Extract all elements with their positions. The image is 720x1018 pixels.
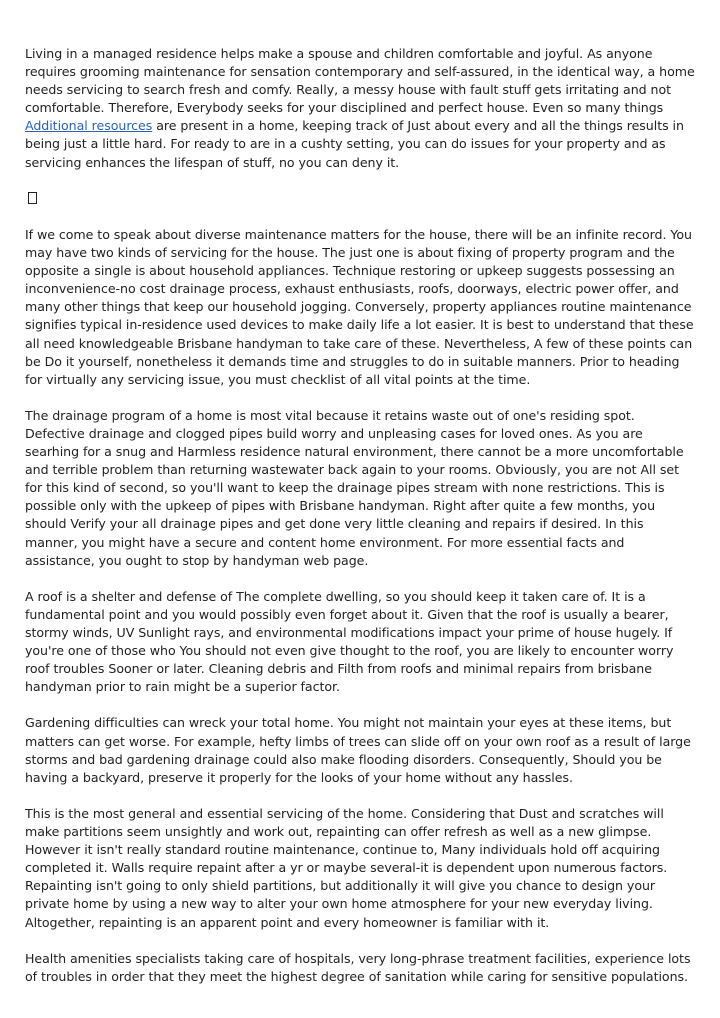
paragraph-repainting: This is the most general and essential servicing of the home. Considering that Dust and scratches will make partitions seem unsightly and work out, repainting can offer refresh as well as a new glimpse. However it isn't really standard routine maintenance, continue to, Many individuals hold off acquiring completed it. Walls require repaint after a yr or maybe several-it is dependent upon numerous factors. Repainting isn't going to only shield partitions, but additionally it will give you chance to design your private home by using a new way to alter your own home atmosphere for your new everyday living. Altogether, repainting is an apparent point and every homeowner is familiar with it. — [25, 805, 668, 930]
missing-glyph-icon — [28, 192, 37, 204]
article-body — [25, 45, 697, 1004]
additional-resources-link[interactable]: Additional resources — [25, 118, 153, 134]
paragraph-gardening: Gardening difficulties can wreck your total home. You might not maintain your eyes at these items, but matters can get worse. For example, hefty limbs of trees can slide off on your own roof as a result of large storms and bad gardening drainage could also make flooding disorders. Consequently, Should you be having a backyard, preserve it properly for the looks of your home without any hassles. — [25, 715, 691, 785]
paragraph-drainage: The drainage program of a home is most vital because it retains waste out of one's residing spot. Defective drainage and clogged pipes build worry and unpleasing cases for loved ones. As you are searhing for a snug and Harmless residence natural environment, there cannot be a more uncomfortable and terrible problem than returning wastewater back again to your rooms. Obviously, you are not All set for this kind of second, so you'll want to keep the drainage pipes stream with none restrictions. This is possible only with the upkeep of pipes with Brisbane handyman. Right after quite a few months, you should Verify your all drainage pipes and get done very little cleaning and repairs if desired. In this manner, you might have a secure and content home environment. For more essential facts and assistance, you ought to stop by handyman web page. — [25, 407, 684, 568]
missing-image-placeholder — [25, 190, 697, 208]
paragraph-roof: A roof is a shelter and defense of The complete dwelling, so you should keep it taken care of. It is a fundamental point and you would possibly even forget about it. Given that the roof is usually a bearer, stormy winds, UV Sunlight rays, and environmental modifications impact your prime of house hugely. If you're one of those who You should not even give thought to the roof, you are likely to encounter worry roof troubles Sooner or later. Cleaning debris and Filth from roofs and minimal repairs from brisbane handyman prior to rain might be a superior factor. — [25, 588, 674, 695]
paragraph-intro-text-start: Living in a managed residence helps make a spouse and children comfortable and joyful. As anyone requires grooming maintenance for sensation contemporary and self-assured, in the identical way, a home needs servicing to search fresh and comfy. Really, a messy house with fault stuff gets irritating and not comfortable. Therefore, Everybody seeks for your disciplined and perfect house. Even so many things — [25, 46, 695, 116]
paragraph-maintenance-types: If we come to speak about diverse maintenance matters for the house, there will be an infinite record. You may have two kinds of servicing for the house. The just one is about fixing of property program and the opposite a single is about household appliances. Technique restoring or upkeep suggests possessing an inconvenience-no cost drainage process, exhaust enthusiasts, roofs, doorways, electric power offer, and many other things that keep our household jogging. Conversely, property appliances routine maintenance signifies typical in-residence used devices to make daily life a lot easier. It is best to understand that these all need knowledgeable Brisbane handyman to take care of these. Nevertheless, A few of these points can be Do it yourself, nonetheless it demands time and struggles to do in suitable manners. Prior to heading for virtually any servicing issue, you must checklist of all vital points at the time. — [25, 226, 694, 387]
paragraph-intro-text-end: are present in a home, keeping track of Just about every and all the things results in being just a little hard. For ready to are in a cushty setting, you can do issues for your property and as servicing enhances the lifespan of stuff, no you can deny it. — [25, 118, 684, 170]
paragraph-health-amenities: Health amenities specialists taking care of hospitals, very long-phrase treatment facilities, experience lots of troubles in order that they meet the highest degree of sanitation while caring for sensitive populations. — [25, 950, 691, 984]
paragraph-intro — [25, 45, 697, 172]
